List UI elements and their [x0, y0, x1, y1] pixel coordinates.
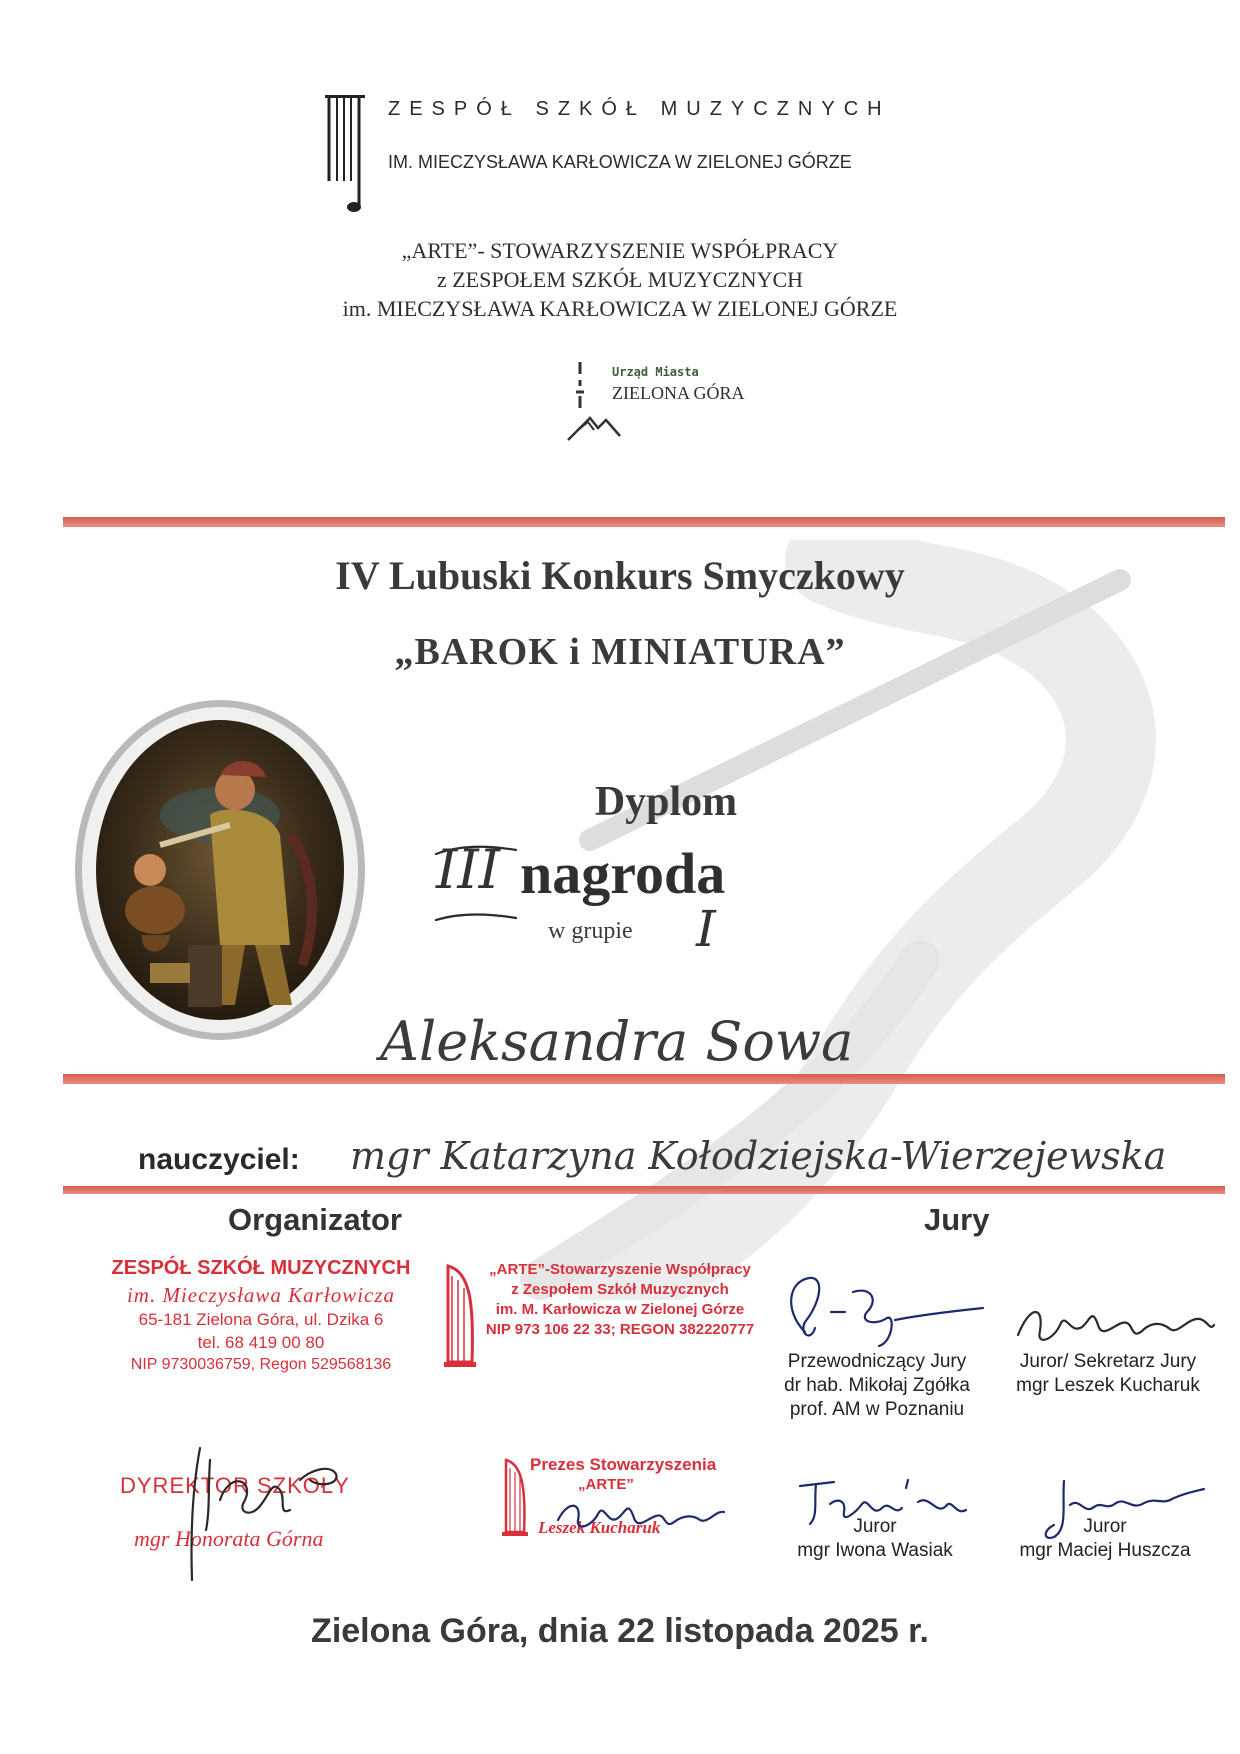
juror-huszcza-role: Juror: [1083, 1516, 1127, 1537]
jury-heading: Jury: [924, 1202, 990, 1237]
arte-president-signature: [548, 1490, 728, 1540]
jury-chair-name: dr hab. Mikołaj Zgółka: [784, 1375, 970, 1396]
juror-wasiak: [770, 1515, 980, 1563]
juror-wasiak-name: mgr Iwona Wasiak: [797, 1540, 953, 1561]
jury-chair-affiliation: prof. AM w Poznaniu: [789, 1399, 965, 1420]
city-logo-line-1: Urząd Miasta: [612, 365, 699, 379]
jury-chair-signature: [775, 1272, 995, 1358]
teacher-label: nauczyciel:: [138, 1143, 300, 1176]
arte-stamp-line-3: im. M. Karłowicza w Zielonej Górze: [495, 1301, 745, 1318]
school-stamp-line-2: im. Mieczysława Karłowicza: [126, 1283, 396, 1307]
participant-name: Aleksandra Sowa: [380, 1010, 854, 1073]
arte-stamp-line-1: „ARTE”-Stowarzyszenie Współpracy: [489, 1261, 751, 1278]
school-stamp-line-4: tel. 68 419 00 80: [197, 1333, 325, 1352]
group-label: w grupie: [548, 918, 633, 944]
red-band-top: [63, 517, 1225, 527]
school-stamp-line-5: NIP 9730036759, Regon 529568136: [130, 1356, 392, 1373]
organizer-heading: Organizator: [228, 1202, 402, 1237]
diploma-label: Dyplom: [594, 779, 738, 825]
harp-icon: [440, 1262, 480, 1370]
arte-president-line-1: Prezes Stowarzyszenia: [530, 1455, 717, 1474]
city-logo-line-2: ZIELONA GÓRA: [612, 383, 745, 403]
arte-header-line-2: z ZESPOŁEM SZKÓŁ MUZYCZNYCH: [436, 267, 804, 292]
arte-header-line-1: „ARTE”- STOWARZYSZENIE WSPÓŁPRACY: [401, 238, 839, 263]
jury-chair-role: Przewodniczący Jury: [787, 1351, 967, 1372]
jury-secretary-signature: [1010, 1295, 1220, 1355]
juror-huszcza-name: mgr Maciej Huszcza: [1019, 1540, 1191, 1561]
director-name: mgr Honorata Górna: [134, 1526, 324, 1551]
arte-stamp-line-4: NIP 973 106 22 33; REGON 382220777: [485, 1321, 755, 1338]
arte-president-name: Leszek Kucharuk: [538, 1518, 661, 1537]
jury-secretary-name: mgr Leszek Kucharuk: [1016, 1375, 1200, 1396]
jury-secretary: [1003, 1350, 1213, 1398]
arte-header-line-3: im. MIECZYSŁAWA KARŁOWICZA W ZIELONEJ GÓRZE: [342, 296, 898, 321]
school-stamp-line-1: ZESPÓŁ SZKÓŁ MUZYCZNYCH: [111, 1257, 411, 1279]
school-name: ZESPÓŁ SZKÓŁ MUZYCZNYCH: [388, 98, 891, 120]
prize-number: III: [436, 838, 500, 901]
baroque-painting-oval: [70, 695, 370, 1045]
prize-label: nagroda: [520, 841, 726, 906]
group-number: I: [696, 900, 716, 958]
teacher-name: mgr Katarzyna Kołodziejska-Wierzejewska: [350, 1134, 1167, 1178]
competition-title: IV Lubuski Konkurs Smyczkowy: [335, 553, 905, 598]
arte-stamp-line-2: z Zespołem Szkół Muzycznych: [511, 1281, 729, 1298]
school-patron: IM. MIECZYSŁAWA KARŁOWICZA W ZIELONEJ GÓRZE: [388, 152, 852, 172]
juror-huszcza: [1005, 1515, 1205, 1563]
competition-subtitle: „BAROK i MINIATURA”: [394, 631, 846, 673]
jury-chair: [762, 1350, 992, 1422]
red-band-bottom: [63, 1186, 1225, 1194]
school-logo-icon: [325, 95, 371, 217]
jury-secretary-role: Juror/ Sekretarz Jury: [1019, 1351, 1197, 1372]
school-stamp-line-3: 65-181 Zielona Góra, ul. Dzika 6: [138, 1310, 384, 1329]
director-signature: [160, 1440, 360, 1590]
director-label: DYREKTOR SZKOŁY: [120, 1473, 350, 1498]
arte-harp-icon: [500, 1456, 530, 1540]
arte-president-line-2: „ARTE”: [578, 1476, 634, 1493]
issue-date: Zielona Góra, dnia 22 listopada 2025 r.: [311, 1612, 929, 1650]
red-band-middle: [63, 1074, 1225, 1084]
juror-wasiak-role: Juror: [853, 1516, 897, 1537]
